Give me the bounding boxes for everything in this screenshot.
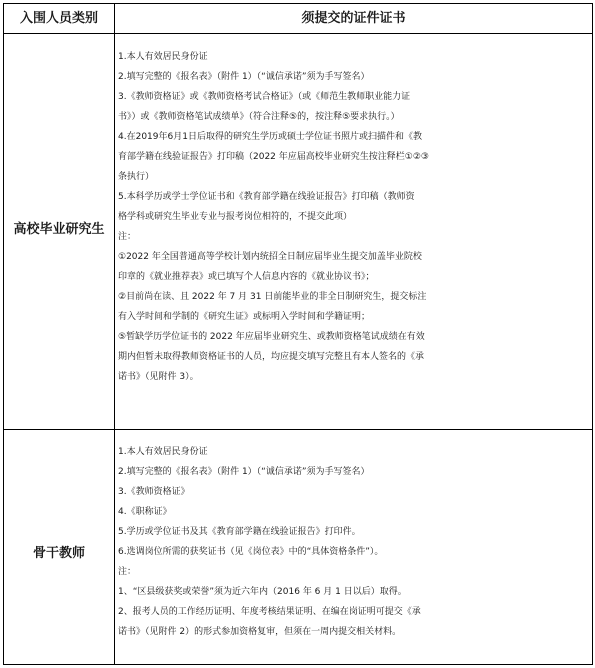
- doc-line: 2、报考人员的工作经历证明、年度考核结果证明、在编在岗证明可提交《承: [118, 607, 421, 617]
- doc-line: ①2022 年全国普通高等学校计划内统招全日制应届毕业生提交加盖毕业院校: [118, 252, 422, 262]
- doc-line: 有入学时间和学制的《研究生证》或标明入学时间和学籍证明；: [118, 312, 371, 322]
- category-graduate: 高校毕业研究生: [13, 222, 105, 237]
- header-documents: 须提交的证件证书: [301, 11, 406, 26]
- doc-line: 格学科或研究生毕业专业与报考岗位相符的，不提交此项）: [118, 212, 353, 222]
- table-row-key-teacher: [4, 430, 592, 664]
- doc-line: 1.本人有效居民身份证: [118, 52, 208, 62]
- doc-line: 诺书》（见附件 2）的形式参加资格复审，但须在一周内提交相关材料。: [118, 627, 402, 637]
- doc-line: 3.《教师资格证》或《教师资格考试合格证》（或《师范生教师职业能力证: [118, 92, 411, 102]
- documents-key-teacher: [118, 442, 588, 642]
- doc-line: 1.本人有效居民身份证: [118, 447, 208, 457]
- doc-line: 4.《职称证》: [118, 507, 172, 517]
- certificate-table: [3, 3, 593, 665]
- doc-line: 2.填写完整的《报名表》（附件 1）（“诚信承诺”须为手写签名）: [118, 72, 370, 82]
- doc-line: 2.填写完整的《报名表》（附件 1）（“诚信承诺”须为手写签名）: [118, 467, 370, 477]
- doc-line: 3.《教师资格证》: [118, 487, 190, 497]
- documents-graduate: [118, 47, 588, 387]
- doc-line: 5.本科学历或学士学位证书和《教育部学籍在线验证报告》打印稿（教师资: [118, 192, 415, 202]
- header-category: 入围人员类别: [19, 11, 98, 26]
- doc-line: 注：: [118, 567, 137, 577]
- table-row-graduate: [4, 34, 592, 430]
- doc-line: 育部学籍在线验证报告》打印稿（2022 年应届高校毕业研究生按注释栏①②③: [118, 152, 429, 162]
- doc-line: ②目前尚在读、且 2022 年 7 月 31 日前能毕业的非全日制研究生，提交标注: [118, 292, 427, 302]
- doc-line: 期内但暂未取得教师资格证书的人员，均应提交填写完整且有本人签名的《承: [118, 352, 425, 362]
- doc-line: 条执行）: [118, 172, 155, 182]
- doc-line: ⑤暂缺学历学位证书的 2022 年应届毕业研究生、或教师资格笔试成绩在有效: [118, 332, 425, 342]
- doc-line: 书》）或《教师资格笔试成绩单》（符合注释⑤的，按注释⑤要求执行。）: [118, 112, 400, 122]
- table-header-row: [4, 4, 592, 34]
- doc-line: 5.学历或学位证书及其《教育部学籍在线验证报告》打印件。: [118, 527, 361, 537]
- doc-line: 1、“区县级获奖或荣誉”须为近六年内（2016 年 6 月 1 日以后）取得。: [118, 587, 407, 597]
- doc-line: 注：: [118, 232, 137, 242]
- doc-line: 印章的《就业推荐表》或已填写个人信息内容的《就业协议书》；: [118, 272, 375, 282]
- category-key-teacher: 骨干教师: [32, 546, 85, 561]
- doc-line: 6.选调岗位所需的获奖证书（见《岗位表》中的“具体资格条件”）。: [118, 547, 384, 557]
- doc-line: 4.在2019年6月1日后取得的研究生学历或硕士学位证书照片或扫描件和《教: [118, 132, 422, 142]
- doc-line: 诺书》（见附件 3）。: [118, 372, 199, 382]
